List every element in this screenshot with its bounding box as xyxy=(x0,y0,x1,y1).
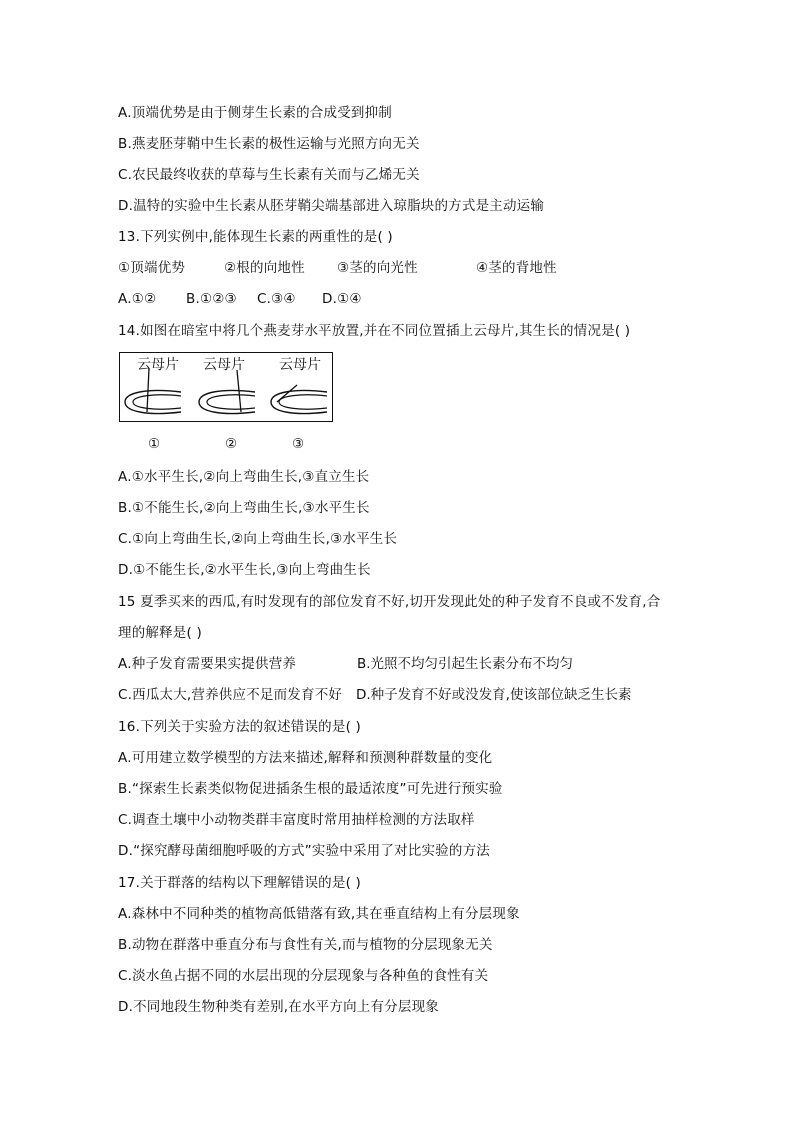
q17-option-b: B.动物在群落中垂直分布与食性有关,而与植物的分层现象无关 xyxy=(118,937,493,953)
q13-item-1: ①顶端优势 xyxy=(118,260,186,276)
q12-option-b: B.燕麦胚芽鞘中生长素的极性运输与光照方向无关 xyxy=(118,136,420,152)
q13-item-4: ④茎的背地性 xyxy=(476,260,557,276)
figure-label-1: ① xyxy=(148,436,161,452)
q17-option-c: C.淡水鱼占据不同的水层出现的分层现象与各种鱼的食性有关 xyxy=(118,968,489,984)
mica-experiment-figure xyxy=(119,352,333,422)
q16-option-c: C.调查土壤中小动物类群丰富度时常用抽样检测的方法取样 xyxy=(118,812,475,828)
q12-option-d: D.温特的实验中生长素从胚芽鞘尖端基部进入琼脂块的方式是主动运输 xyxy=(118,198,545,214)
q14-option-d: D.①不能生长,②水平生长,③向上弯曲生长 xyxy=(118,562,371,578)
coleoptile-3-inner xyxy=(279,395,327,409)
q13-option-b: B.①②③ xyxy=(186,291,237,307)
q15-option-b: B.光照不均匀引起生长素分布不均匀 xyxy=(357,656,574,672)
q16-stem: 16.下列关于实验方法的叙述错误的是( ) xyxy=(118,719,361,735)
q14-option-c: C.①向上弯曲生长,②向上弯曲生长,③水平生长 xyxy=(118,531,398,547)
q13-option-a: A.①② xyxy=(118,291,157,307)
q13-item-3: ③茎的向光性 xyxy=(337,260,418,276)
q15-stem-line-1: 15 夏季买来的西瓜,有时发现有的部位发育不好,切开发现此处的种子发育不良或不发育,合 xyxy=(118,594,661,610)
q14-stem: 14.如图在暗室中将几个燕麦芽水平放置,并在不同位置插上云母片,其生长的情况是( ) xyxy=(118,323,631,339)
figure-label-3: ③ xyxy=(292,436,305,452)
coleoptile-2-inner xyxy=(207,395,255,409)
mica-label-2: 云母片 xyxy=(203,357,245,373)
q15-option-a: A.种子发育需要果实提供营养 xyxy=(118,656,297,672)
q16-option-d: D.“探究酵母菌细胞呼吸的方式”实验中采用了对比实验的方法 xyxy=(118,843,490,859)
q12-option-a: A.顶端优势是由于侧芽生长素的合成受到抑制 xyxy=(118,105,392,121)
q13-item-2: ②根的向地性 xyxy=(224,260,305,276)
q14-option-b: B.①不能生长,②向上弯曲生长,③水平生长 xyxy=(118,500,370,516)
q17-option-d: D.不同地段生物种类有差别,在水平方向上有分层现象 xyxy=(118,999,439,1015)
q13-option-d: D.①④ xyxy=(322,291,362,307)
figure-label-2: ② xyxy=(225,436,238,452)
q15-option-c: C.西瓜太大,营养供应不足而发育不好 xyxy=(118,687,343,703)
q12-option-c: C.农民最终收获的草莓与生长素有关而与乙烯无关 xyxy=(118,167,420,183)
q13-option-c: C.③④ xyxy=(257,291,296,307)
q15-stem-line-2: 理的解释是( ) xyxy=(118,625,202,641)
q17-stem: 17.关于群落的结构以下理解错误的是( ) xyxy=(118,875,361,891)
q15-option-d: D.种子发育不好或没发育,使该部位缺乏生长素 xyxy=(356,687,632,703)
mica-sheet-1 xyxy=(147,368,149,412)
q17-option-a: A.森林中不同种类的植物高低错落有致,其在垂直结构上有分层现象 xyxy=(118,906,520,922)
mica-label-3: 云母片 xyxy=(279,357,321,373)
q14-option-a: A.①水平生长,②向上弯曲生长,③直立生长 xyxy=(118,469,370,485)
mica-label-1: 云母片 xyxy=(137,357,179,373)
q16-option-b: B.“探索生长素类似物促进插条生根的最适浓度”可先进行预实验 xyxy=(118,781,503,797)
q13-stem: 13.下列实例中,能体现生长素的两重性的是( ) xyxy=(118,229,393,245)
coleoptile-1-inner xyxy=(133,395,181,409)
q16-option-a: A.可用建立数学模型的方法来描述,解释和预测种群数量的变化 xyxy=(118,750,493,766)
